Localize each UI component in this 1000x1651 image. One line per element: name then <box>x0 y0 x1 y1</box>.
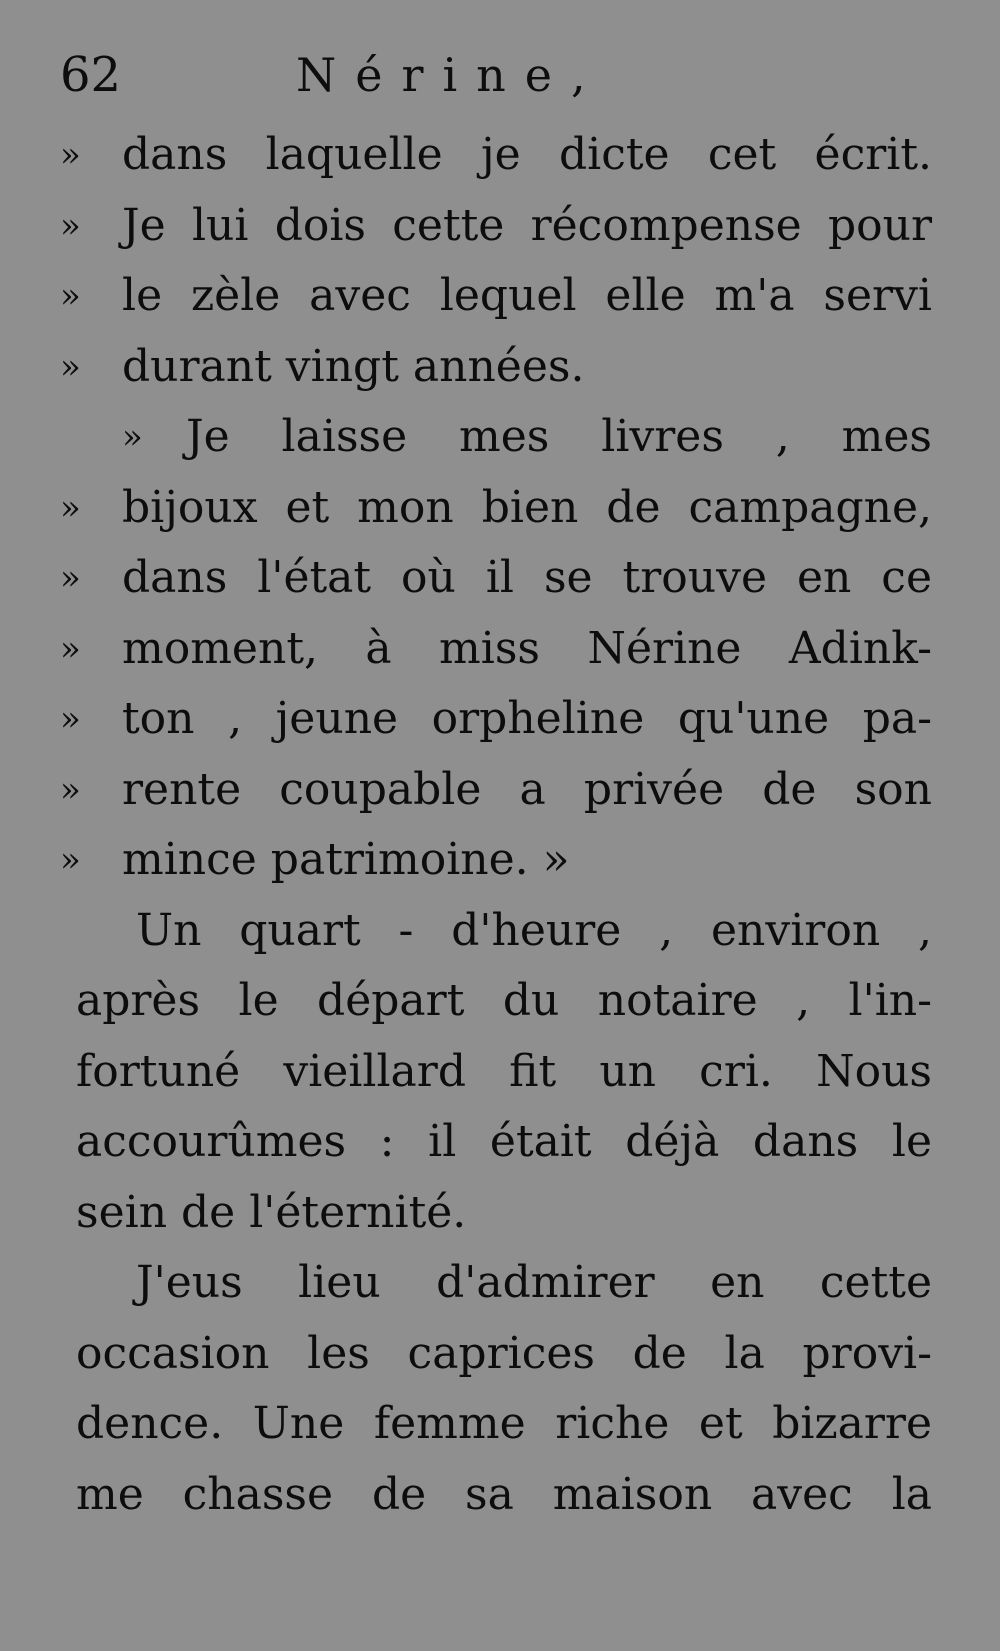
line-text: ton , jeune orpheline qu'une pa- <box>122 693 932 744</box>
text-line <box>0 545 1000 611</box>
quote-mark: » <box>60 840 81 880</box>
line-text: J'eus lieu d'admirer en cette <box>136 1257 932 1308</box>
line-text: occasion les caprices de la provi- <box>76 1327 932 1379</box>
line-text: fortuné vieillard fit un cri. Nous <box>76 1045 932 1097</box>
quote-mark: » <box>60 628 81 669</box>
text-line <box>0 968 1000 1034</box>
text-line <box>0 404 1000 470</box>
line-text: sein de l'éternité. <box>76 1186 467 1238</box>
line-text: dence. Une femme riche et bizarre <box>76 1398 932 1449</box>
quote-mark: » <box>60 205 81 246</box>
text-line <box>0 827 1000 893</box>
line-text: me chasse de sa maison avec la <box>76 1468 932 1520</box>
line-text: rente coupable a privée de son <box>122 763 932 815</box>
running-title: Nérine, <box>296 48 605 102</box>
line-text: Un quart - d'heure , environ , <box>136 904 932 956</box>
text-line <box>0 757 1000 823</box>
quote-mark: » <box>60 135 81 175</box>
line-text: mince patrimoine. » <box>122 834 570 885</box>
line-text: dans laquelle je dicte cet écrit. <box>122 129 932 180</box>
quote-mark: » <box>60 699 81 739</box>
text-line <box>0 898 1000 964</box>
page-number: 62 <box>60 47 122 103</box>
text-line <box>0 334 1000 400</box>
text-line <box>0 1321 1000 1387</box>
text-line <box>0 686 1000 752</box>
text-line <box>0 1391 1000 1457</box>
text-line <box>0 1109 1000 1175</box>
line-text: Je lui dois cette récompense pour <box>122 199 932 251</box>
text-line <box>0 616 1000 682</box>
text-line <box>0 1462 1000 1528</box>
quote-mark: » <box>60 346 81 387</box>
quote-mark: » <box>60 769 81 810</box>
text-line <box>0 475 1000 541</box>
quote-mark: » <box>122 417 143 457</box>
text-line <box>0 193 1000 259</box>
text-line <box>0 1180 1000 1246</box>
page-header <box>0 40 1000 110</box>
line-text: le zèle avec lequel elle m'a servi <box>122 270 932 321</box>
text-line <box>0 1039 1000 1105</box>
text-line <box>0 1250 1000 1316</box>
line-text: après le départ du notaire , l'in- <box>76 975 932 1026</box>
line-text: durant vingt années. <box>122 340 585 392</box>
quote-mark: » <box>60 487 81 528</box>
line-text: dans l'état où il se trouve en ce <box>122 552 932 603</box>
text-line <box>0 122 1000 188</box>
line-text: accourûmes : il était déjà dans le <box>76 1116 932 1167</box>
line-text: bijoux et mon bien de campagne, <box>122 481 932 533</box>
line-text: moment, à miss Nérine Adink- <box>122 622 932 674</box>
quote-mark: » <box>60 558 81 598</box>
line-text: Je laisse mes livres , mes <box>186 411 932 462</box>
text-line <box>0 263 1000 329</box>
quote-mark: » <box>60 276 81 316</box>
